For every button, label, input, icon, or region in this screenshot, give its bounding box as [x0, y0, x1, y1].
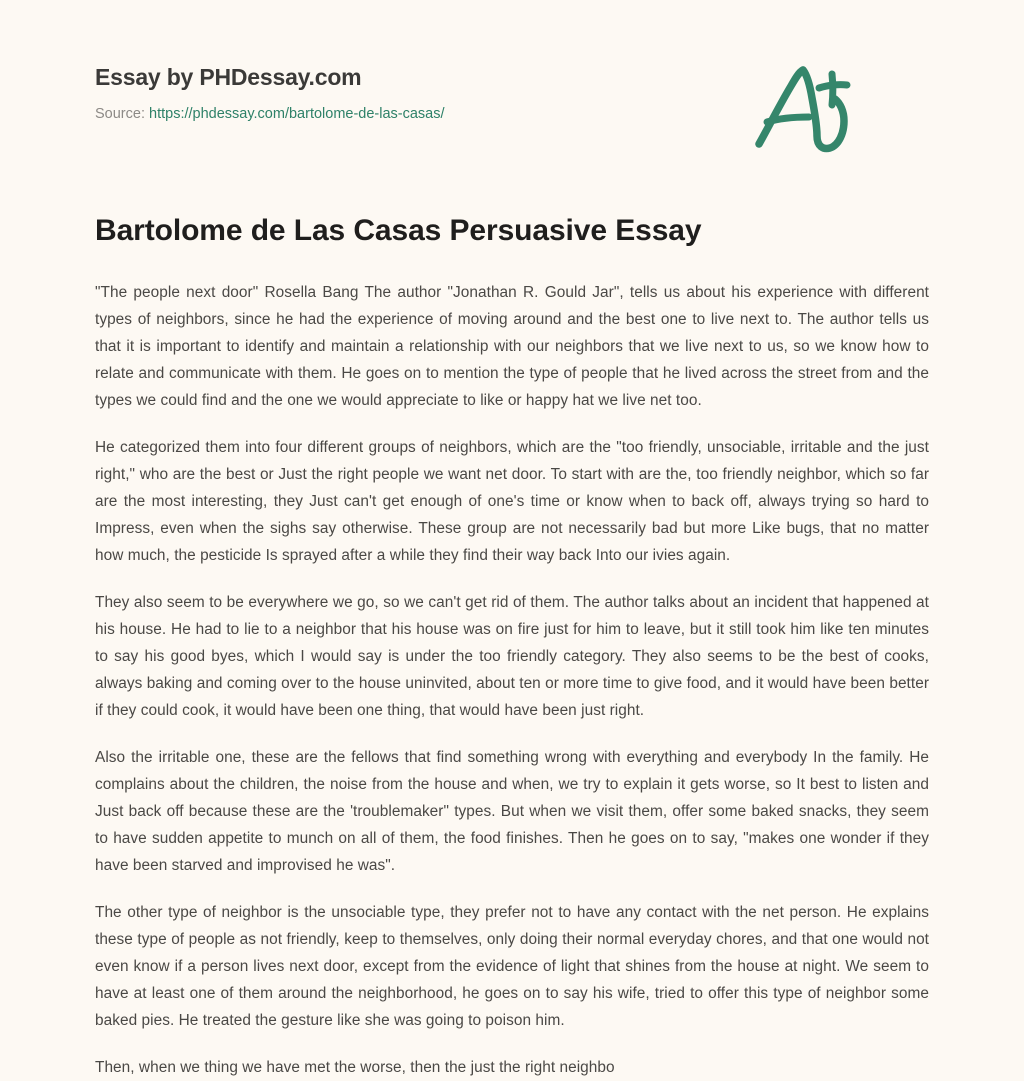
page-title: Bartolome de Las Casas Persuasive Essay	[95, 214, 702, 247]
a-plus-logo[interactable]	[747, 58, 857, 158]
article-paragraph: They also seem to be everywhere we go, so we can't get rid of them. The author talks about an incident that happened at his house. He had to lie to a neighbor that his house was on fire just for him to leave, but it still took him like ten minutes to say his good byes, which I would say is under the too friendly category. They also seems to be the best of cooks, always baking and coming over to the house uninvited, about ten or more time to give food, and it would have been better if they could cook, it would have been one thing, that would have been just right.	[95, 593, 929, 719]
article-paragraph: The other type of neighbor is the unsociable type, they prefer not to have any contact with the net person. He explains these type of people as not friendly, keep to themselves, only doing their normal everyday chores, and that one would not even know if a person lives next door, except from the evidence of light that shines from the house at night. We seem to have at least one of them around the neighborhood, he goes on to say his wife, tried to offer this type of neighbor some baked pies. He treated the gesture like she was going to poison him.	[95, 903, 929, 1029]
article-paragraph: Then, when we thing we have met the worse, then the just the right neighbo	[95, 1058, 615, 1076]
source-url-link[interactable]: https://phdessay.com/bartolome-de-las-casas/	[149, 105, 445, 122]
article-paragraph: Also the irritable one, these are the fellows that find something wrong with everything and everybody In the family. He complains about the children, the noise from the house and when, we try to explain it gets worse, so It best to listen and Just back off because these are the 'troublemaker" types. But when we visit them, offer some baked snacks, they seem to have sudden appetite to munch on all of them, the food finishes. Then he goes on to say, "makes one wonder if they have been starved and improvised he was".	[95, 748, 929, 874]
page-header	[95, 0, 929, 122]
article-paragraph: "The people next door" Rosella Bang The author "Jonathan R. Gould Jar", tells us about his experience with different types of neighbors, since he had the experience of moving around and the best one to live next to. The author tells us that it is important to identify and maintain a relationship with our neighbors that we live next to us, so we know how to relate and communicate with them. He goes on to mention the type of people that he lived across the street from and the types we could find and the one we would appreciate to like or happy hat we live net too.	[95, 283, 929, 409]
article-body	[95, 250, 929, 1081]
a-plus-logo-icon	[747, 58, 857, 158]
source-label: Source:	[95, 105, 145, 122]
article-paragraph: He categorized them into four different groups of neighbors, which are the "too friendly, unsociable, irritable and the just right," who are the best or Just the right people we want net door. To start with are the, too friendly neighbor, which so far are the most interesting, they Just can't get enough of one's time or know when to back off, always trying so hard to Impress, even when the sighs say otherwise. These group are not necessarily bad but more Like bugs, that no matter how much, the pesticide Is sprayed after a while they find their way back Into our ivies again.	[95, 438, 929, 564]
brand-title: Essay by PHDessay.com	[95, 64, 362, 90]
